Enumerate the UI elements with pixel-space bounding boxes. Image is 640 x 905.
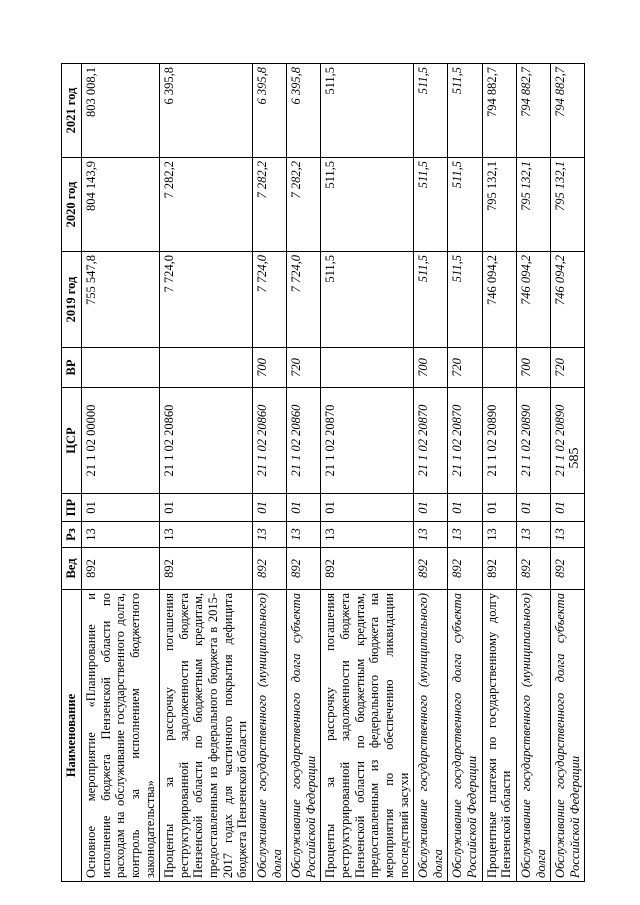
cell-rz: 13 xyxy=(252,522,286,548)
cell-y2021: 794 882,7 xyxy=(551,64,585,158)
cell-vr xyxy=(482,348,516,388)
cell-name: Процентные платежи по государственному долгу Пензенской области xyxy=(482,590,516,882)
cell-y2020: 795 132,1 xyxy=(516,158,550,252)
table-body xyxy=(82,64,585,882)
cell-rz: 13 xyxy=(321,522,414,548)
cell-csr: 21 1 02 20860 xyxy=(287,388,321,494)
cell-name: Обслуживание государственного долга субъекта Российской Федерации xyxy=(448,590,482,882)
cell-pr: 01 xyxy=(160,494,253,522)
cell-pr: 01 xyxy=(252,494,286,522)
cell-ved: 892 xyxy=(82,548,160,590)
table-row xyxy=(160,64,253,882)
cell-pr: 01 xyxy=(321,494,414,522)
cell-y2021: 511,5 xyxy=(321,64,414,158)
header-2021: 2021 год xyxy=(62,64,82,158)
header-pr: ПР xyxy=(62,494,82,522)
cell-name: Обслуживание государственного (муниципального) долга xyxy=(252,590,286,882)
cell-y2021: 6 395,8 xyxy=(160,64,253,158)
header-2020: 2020 год xyxy=(62,158,82,252)
cell-y2019: 755 547,8 xyxy=(82,252,160,348)
cell-csr: 21 1 02 00000 xyxy=(82,388,160,494)
cell-y2020: 511,5 xyxy=(321,158,414,252)
cell-pr: 01 xyxy=(516,494,550,522)
cell-rz: 13 xyxy=(82,522,160,548)
cell-y2019: 746 094,2 xyxy=(482,252,516,348)
cell-ved: 892 xyxy=(448,548,482,590)
cell-y2019: 511,5 xyxy=(414,252,448,348)
cell-vr: 720 xyxy=(551,348,585,388)
header-vr: ВР xyxy=(62,348,82,388)
table-row xyxy=(414,64,448,882)
cell-rz: 13 xyxy=(287,522,321,548)
cell-rz: 13 xyxy=(160,522,253,548)
cell-y2020: 7 282,2 xyxy=(287,158,321,252)
cell-pr: 01 xyxy=(448,494,482,522)
cell-y2020: 795 132,1 xyxy=(482,158,516,252)
cell-vr: 720 xyxy=(287,348,321,388)
cell-ved: 892 xyxy=(321,548,414,590)
cell-vr: 720 xyxy=(448,348,482,388)
cell-pr: 01 xyxy=(82,494,160,522)
cell-y2019: 511,5 xyxy=(321,252,414,348)
cell-pr: 01 xyxy=(551,494,585,522)
cell-rz: 13 xyxy=(516,522,550,548)
cell-csr: 21 1 02 20890 xyxy=(482,388,516,494)
cell-ved: 892 xyxy=(252,548,286,590)
page-number: 585 xyxy=(567,447,582,469)
cell-y2021: 511,5 xyxy=(414,64,448,158)
cell-csr: 21 1 02 20870 xyxy=(448,388,482,494)
cell-name: Проценты за рассрочку погашения реструктурированной задолженности бюджета Пензенской области по бюджетным кредитам, предоставленным из федерального бюджета на мероприятия по обеспечению ликвидации последствий засухи xyxy=(321,590,414,882)
cell-rz: 13 xyxy=(448,522,482,548)
cell-name: Обслуживание государственного долга субъекта Российской Федерации xyxy=(287,590,321,882)
cell-y2021: 803 008,1 xyxy=(82,64,160,158)
cell-ved: 892 xyxy=(482,548,516,590)
cell-ved: 892 xyxy=(160,548,253,590)
cell-ved: 892 xyxy=(551,548,585,590)
cell-y2019: 511,5 xyxy=(448,252,482,348)
header-name: Наименование xyxy=(62,590,82,882)
table-row xyxy=(287,64,321,882)
cell-y2019: 7 724,0 xyxy=(252,252,286,348)
cell-csr: 21 1 02 20860 xyxy=(252,388,286,494)
cell-y2020: 804 143,9 xyxy=(82,158,160,252)
cell-pr: 01 xyxy=(287,494,321,522)
cell-y2021: 511,5 xyxy=(448,64,482,158)
table-row xyxy=(252,64,286,882)
cell-csr: 21 1 02 20860 xyxy=(160,388,253,494)
table-row xyxy=(551,64,585,882)
cell-y2020: 511,5 xyxy=(448,158,482,252)
cell-y2021: 6 395,8 xyxy=(287,64,321,158)
cell-y2020: 795 132,1 xyxy=(551,158,585,252)
cell-csr: 21 1 02 20870 xyxy=(414,388,448,494)
cell-vr xyxy=(321,348,414,388)
table-row xyxy=(321,64,414,882)
cell-vr xyxy=(82,348,160,388)
cell-y2019: 746 094,2 xyxy=(516,252,550,348)
cell-name: Основное мероприятие «Планирование и исполнение бюджета Пензенской области по расходам на обслуживание государственного долга, контроль за исполнением бюджетного законодательства» xyxy=(82,590,160,882)
cell-pr: 01 xyxy=(414,494,448,522)
header-ved: Вед xyxy=(62,548,82,590)
cell-csr: 21 1 02 20870 xyxy=(321,388,414,494)
cell-vr: 700 xyxy=(516,348,550,388)
table-row xyxy=(82,64,160,882)
cell-y2019: 7 724,0 xyxy=(160,252,253,348)
cell-name: Обслуживание государственного (муниципального) долга xyxy=(414,590,448,882)
cell-y2019: 746 094,2 xyxy=(551,252,585,348)
budget-table xyxy=(61,63,585,882)
cell-ved: 892 xyxy=(414,548,448,590)
cell-ved: 892 xyxy=(516,548,550,590)
cell-vr: 700 xyxy=(414,348,448,388)
cell-vr xyxy=(160,348,253,388)
cell-rz: 13 xyxy=(551,522,585,548)
cell-name: Проценты за рассрочку погашения реструктурированной задолженности бюджета Пензенской области по бюджетным кредитам, предоставленным из федерального бюджета в 2015-2017 годах для частичного покрытия дефицита бюджета Пензенской области xyxy=(160,590,253,882)
header-rz: Рз xyxy=(62,522,82,548)
cell-y2020: 7 282,2 xyxy=(252,158,286,252)
cell-y2021: 6 395,8 xyxy=(252,64,286,158)
cell-y2021: 794 882,7 xyxy=(516,64,550,158)
cell-csr: 21 1 02 20890 xyxy=(551,388,585,494)
table-row xyxy=(482,64,516,882)
cell-y2020: 511,5 xyxy=(414,158,448,252)
cell-pr: 01 xyxy=(482,494,516,522)
cell-y2021: 794 882,7 xyxy=(482,64,516,158)
cell-name: Обслуживание государственного долга субъекта Российской Федерации xyxy=(551,590,585,882)
header-2019: 2019 год xyxy=(62,252,82,348)
cell-name: Обслуживание государственного (муниципального) долга xyxy=(516,590,550,882)
table-row xyxy=(448,64,482,882)
header-csr: ЦСР xyxy=(62,388,82,494)
cell-rz: 13 xyxy=(414,522,448,548)
header-row xyxy=(62,64,82,882)
table-row xyxy=(516,64,550,882)
cell-y2020: 7 282,2 xyxy=(160,158,253,252)
cell-y2019: 7 724,0 xyxy=(287,252,321,348)
cell-ved: 892 xyxy=(287,548,321,590)
cell-rz: 13 xyxy=(482,522,516,548)
cell-csr: 21 1 02 20890 xyxy=(516,388,550,494)
cell-vr: 700 xyxy=(252,348,286,388)
